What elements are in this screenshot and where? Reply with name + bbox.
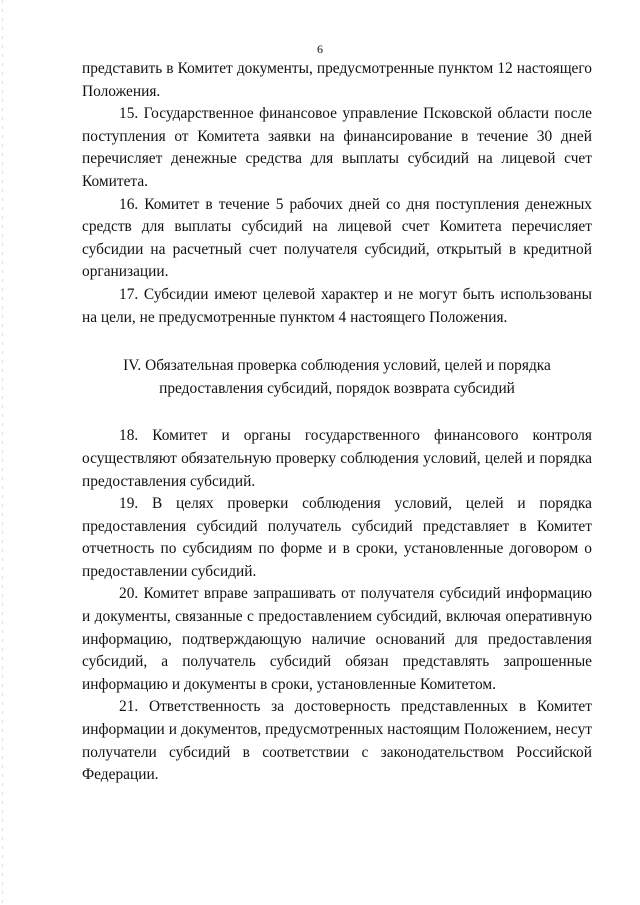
paragraph-17: 17. Субсидии имеют целевой характер и не могут быть использованы на цели, не предусмотренные пунктом 4 настоящего Положения. — [82, 285, 592, 326]
paragraph-15: 15. Государственное финансовое управление Псковской области после поступления от Комитета заявки на финансирование в течение 30 дней перечисляет денежные средства для выплаты субсидий на лицевой счет Комитета. — [82, 105, 592, 190]
page-number: 6 — [317, 42, 323, 56]
paragraph-19: 19. В целях проверки соблюдения условий, целей и порядка предоставления субсидий получатель субсидий представляет в Комитет отчетность по субсидиям по форме и в сроки, установленные договором о предоставлении субсидий. — [82, 495, 592, 580]
paragraph-20: 20. Комитет вправе запрашивать от получателя субсидий информацию и документы, связанные с предоставлением субсидий, включая оперативную информацию, подтверждающую наличие оснований для предоставления субсидий, а получатель субсидий обязан представлять запрошенные информацию и документы в сроки, установленные Комитетом. — [82, 585, 592, 693]
scan-edge-line — [2, 0, 3, 905]
section-heading-line-2: предоставления субсидий, порядок возврата субсидий — [159, 379, 515, 397]
section-heading-line-1: IV. Обязательная проверка соблюдения условий, целей и порядка — [123, 357, 551, 375]
paragraph-16: 16. Комитет в течение 5 рабочих дней со дня поступления денежных средств для выплаты субсидий на лицевой счет Комитета перечисляет субсидии на расчетный счет получателя субсидий, открытый в кредитной организации. — [82, 195, 592, 281]
paragraph-21: 21. Ответственность за достоверность представленных в Комитет информации и документов, предусмотренных настоящим Положением, несут получатели субсидий в соответствии с законодательством Российской Федерации. — [82, 698, 592, 784]
section-heading — [82, 355, 592, 400]
paragraph-continuation: представить в Комитет документы, предусмотренные пунктом 12 настоящего Положения. — [82, 60, 592, 100]
paragraph-18: 18. Комитет и органы государственного финансового контроля осуществляют обязательную проверку соблюдения условий, целей и порядка предоставления субсидий. — [82, 427, 592, 490]
document-body — [82, 58, 592, 787]
